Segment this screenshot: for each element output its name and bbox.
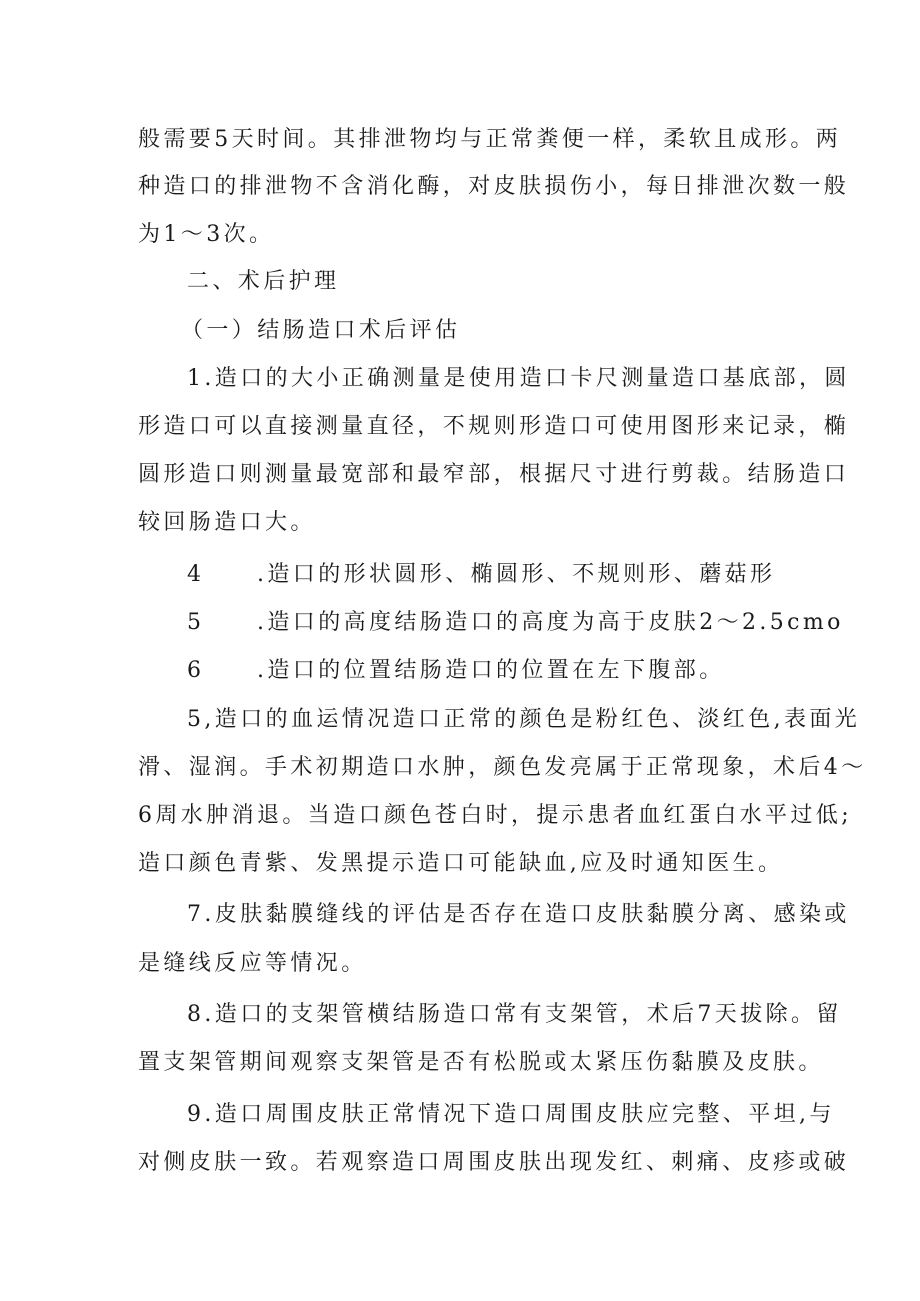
list-item-text: .造口的位置结肠造口的位置在左下腹部。 <box>257 658 725 683</box>
list-item-number: 6 <box>187 658 205 683</box>
body-line: 滑、湿润。手术初期造口水肿，颜色发亮属于正常现象，术后4～ <box>138 755 867 780</box>
body-line: 7.皮肤黏膜缝线的评估是否存在造口皮肤黏膜分离、感染或 <box>187 902 850 927</box>
body-line: 9.造口周围皮肤正常情况下造口周围皮肤应完整、平坦,与 <box>187 1102 835 1127</box>
body-line: 1.造口的大小正确测量是使用造口卡尺测量造口基底部，圆 <box>187 366 850 391</box>
list-item <box>187 560 775 590</box>
list-item-text: .造口的高度结肠造口的高度为高于皮肤2～2.5cmo <box>257 610 844 635</box>
body-line: 5,造口的血运情况造口正常的颜色是粉红色、淡红色,表面光 <box>187 707 861 732</box>
body-line: 对侧皮肤一致。若观察造口周围皮肤出现发红、刺痛、皮疹或破 <box>138 1150 850 1175</box>
body-line: 般需要5天时间。其排泄物均与正常粪便一样，柔软且成形。两 <box>138 127 842 152</box>
body-line: 圆形造口则测量最宽部和最窄部，根据尺寸进行剪裁。结肠造口 <box>138 462 850 487</box>
section-heading: 二、术后护理 <box>187 269 340 294</box>
body-line: 置支架管期间观察支架管是否有松脱或太紧压伤黏膜及皮肤。 <box>138 1050 824 1075</box>
list-item-text: .造口的形状圆形、椭圆形、不规则形、蘑菇形 <box>257 562 776 587</box>
body-line: 较回肠造口大。 <box>138 510 316 535</box>
list-item-number: 4 <box>187 562 205 587</box>
body-line: 种造口的排泄物不含消化酶，对皮肤损伤小，每日排泄次数一般 <box>138 174 850 199</box>
list-item <box>187 656 725 686</box>
list-item-number: 5 <box>187 610 205 635</box>
body-line: 造口颜色青紫、发黑提示造口可能缺血,应及时通知医生。 <box>138 851 784 876</box>
body-line: 6周水肿消退。当造口颜色苍白时，提示患者血红蛋白水平过低; <box>138 803 853 828</box>
body-line: 8.造口的支架管横结肠造口常有支架管，术后7天拔除。留 <box>187 1002 842 1027</box>
list-item <box>187 608 844 638</box>
subsection-heading: （一）结肠造口术后评估 <box>181 318 461 343</box>
body-line: 形造口可以直接测量直径，不规则形造口可使用图形来记录，椭 <box>138 414 850 439</box>
body-line: 为1～3次。 <box>138 222 275 247</box>
body-line: 是缝线反应等情况。 <box>138 951 367 976</box>
